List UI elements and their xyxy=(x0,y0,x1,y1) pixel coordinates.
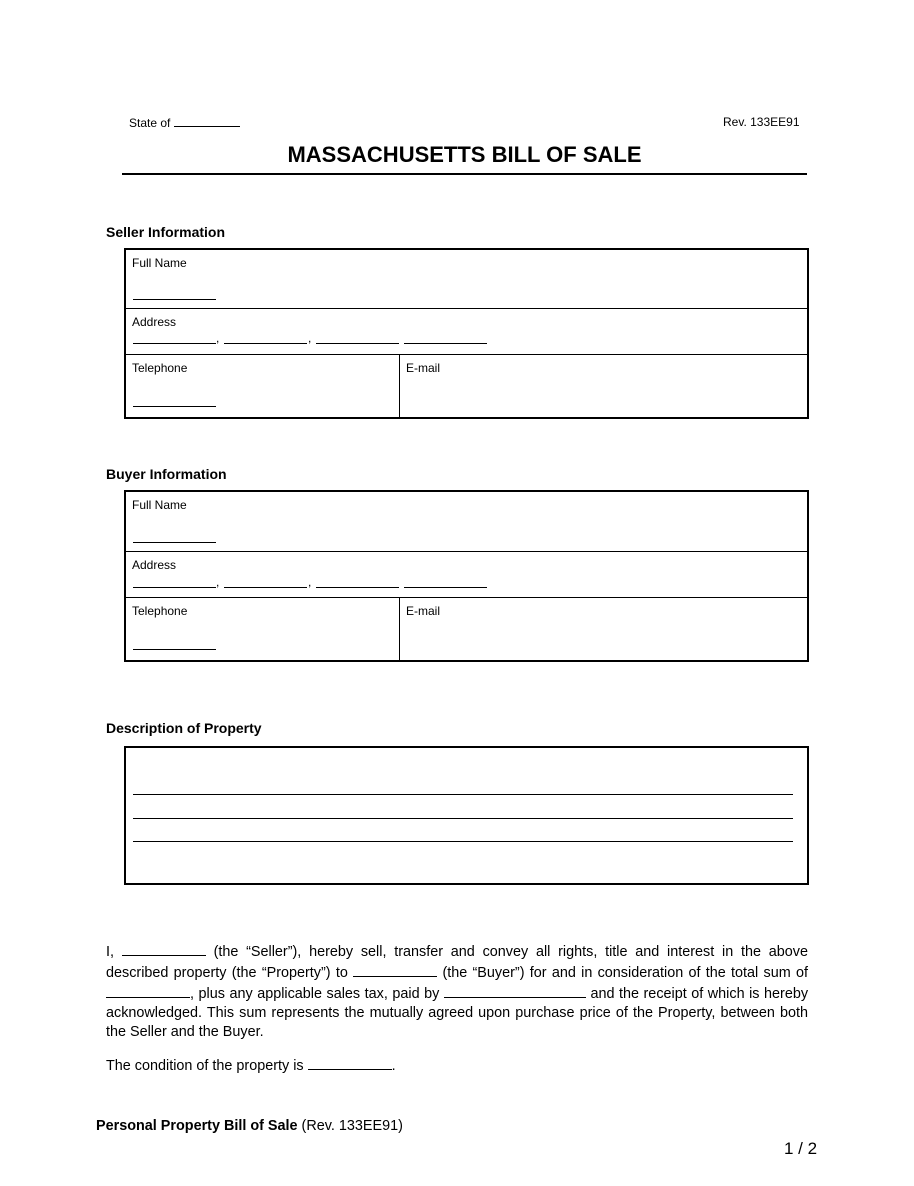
footer-doc-name: Personal Property Bill of Sale xyxy=(96,1118,298,1134)
buyer-address-row xyxy=(126,552,807,598)
comma-separator: , xyxy=(216,331,220,345)
buyer-address-label: Address xyxy=(132,558,177,572)
statement-text: I, xyxy=(106,944,114,960)
page-number: 1 / 2 xyxy=(784,1139,818,1158)
seller-address-row xyxy=(126,309,807,355)
seller-full-name-field[interactable] xyxy=(133,299,216,300)
document-title: MASSACHUSETTS BILL OF SALE xyxy=(287,142,642,167)
seller-telephone-label: Telephone xyxy=(132,361,188,375)
statement-text: , plus any applicable sales tax, paid by xyxy=(190,986,440,1002)
seller-telephone-field[interactable] xyxy=(133,406,216,407)
description-line[interactable] xyxy=(133,794,793,795)
buyer-full-name-label: Full Name xyxy=(132,498,187,512)
cell-divider xyxy=(399,355,400,417)
condition-line xyxy=(106,1055,396,1074)
seller-full-name-label: Full Name xyxy=(132,256,187,270)
buyer-telephone-field[interactable] xyxy=(133,649,216,650)
statement-text: and the receipt of which is hereby acknowledged. This sum represents the mutually agreed upon purchase price of the Property, between both the Seller and the Buyer. xyxy=(106,986,809,1040)
title-divider xyxy=(122,173,807,175)
buyer-email-label: E-mail xyxy=(406,604,441,618)
condition-label: The condition of the property is xyxy=(106,1058,304,1074)
buyer-info-box xyxy=(124,490,809,662)
condition-blank[interactable] xyxy=(308,1055,392,1070)
revision-code: Rev. 133EE91 xyxy=(723,115,800,129)
condition-period: . xyxy=(391,1058,396,1074)
state-line xyxy=(129,115,240,130)
seller-email-label: E-mail xyxy=(406,361,441,375)
description-line[interactable] xyxy=(133,818,793,819)
statement-text: (the “Seller”), hereby sell, transfer and convey all rights, title and interest in the above described property (the “Property”) to xyxy=(106,944,808,981)
sale-statement xyxy=(106,941,808,1042)
comma-separator: , xyxy=(308,331,312,345)
statement-text: (the “Buyer”) for and in consideration of the total sum of xyxy=(442,965,808,981)
cell-divider xyxy=(399,598,400,660)
seller-name-blank[interactable] xyxy=(122,941,206,956)
state-blank[interactable] xyxy=(174,115,240,127)
seller-full-name-row xyxy=(126,250,807,309)
property-heading: Description of Property xyxy=(106,720,262,736)
buyer-contact-row xyxy=(126,598,807,660)
seller-info-box xyxy=(124,248,809,419)
seller-email-field[interactable] xyxy=(406,377,796,413)
description-line[interactable] xyxy=(133,841,793,842)
seller-state-field[interactable] xyxy=(316,343,399,344)
seller-zip-field[interactable] xyxy=(404,343,487,344)
buyer-full-name-row xyxy=(126,492,807,552)
buyer-state-field[interactable] xyxy=(316,587,399,588)
property-description-box[interactable] xyxy=(124,746,809,885)
sale-amount-blank[interactable] xyxy=(106,983,190,998)
comma-separator: , xyxy=(308,575,312,589)
payer-blank[interactable] xyxy=(444,983,586,998)
footer xyxy=(96,1118,403,1134)
buyer-street-field[interactable] xyxy=(133,587,216,588)
state-label: State of xyxy=(129,116,171,130)
buyer-email-field[interactable] xyxy=(406,620,796,656)
buyer-heading: Buyer Information xyxy=(106,466,227,482)
buyer-city-field[interactable] xyxy=(224,587,307,588)
seller-address-label: Address xyxy=(132,315,177,329)
seller-heading: Seller Information xyxy=(106,224,226,240)
comma-separator: , xyxy=(216,575,220,589)
buyer-zip-field[interactable] xyxy=(404,587,487,588)
seller-city-field[interactable] xyxy=(224,343,307,344)
buyer-telephone-label: Telephone xyxy=(132,604,188,618)
buyer-full-name-field[interactable] xyxy=(133,542,216,543)
seller-contact-row xyxy=(126,355,807,417)
seller-street-field[interactable] xyxy=(133,343,216,344)
footer-doc-rev: (Rev. 133EE91) xyxy=(301,1118,403,1134)
buyer-name-blank[interactable] xyxy=(353,962,437,977)
